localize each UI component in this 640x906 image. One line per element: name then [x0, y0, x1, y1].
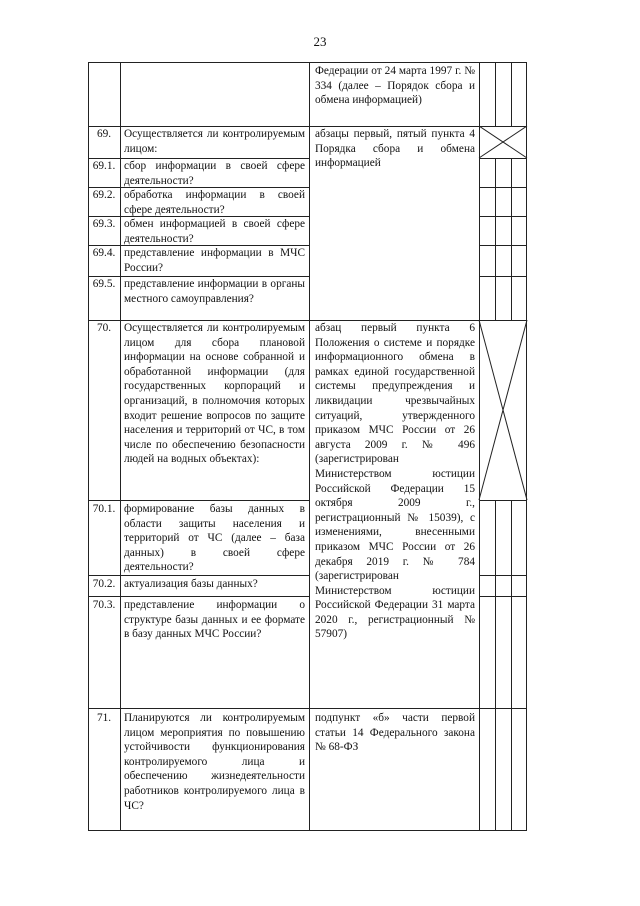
column-border [511, 708, 512, 830]
question-cell: представление информации в органы местного самоуправления? [124, 278, 305, 305]
reference-cell: абзац первый пункта 6 Положения о системе и порядке информационного обмена в рамках единой государственной системы предупреждения и ликвидации чрезвычайных ситуаций, утвержденного приказом МЧС России от 26 августа 2009 г. № 496 (зарегистрирован Министерством юстиции Российской Федерации 15 октября 2009 г., регистрационный № 15039), с изменениями, внесенными приказом МЧС России от 26 декабря 2019 г. № 784 (зарегистрирован Министерством юстиции Российской Федерации 31 марта 2020 г., регистрационный № 57907) [315, 322, 475, 641]
row-border [88, 708, 527, 709]
column-border [495, 158, 496, 320]
question-cell: обмен информацией в своей сфере деятельности? [124, 218, 305, 245]
item-number: 69.2. [92, 189, 116, 201]
row-border [479, 575, 527, 576]
question-cell: представление информации в МЧС России? [124, 247, 305, 274]
item-number: 69. [96, 128, 112, 140]
row-border [88, 62, 527, 63]
column-border [120, 62, 121, 831]
row-border [479, 187, 527, 188]
item-number: 70.3. [92, 599, 116, 611]
question-cell: формирование базы данных в области защиты населения и территорий от ЧС (далее – база данных) в своей сфере деятельности? [124, 503, 305, 574]
row-border [88, 575, 309, 576]
column-border [309, 62, 310, 831]
item-number: 70.1. [92, 503, 116, 515]
page-number: 23 [313, 34, 327, 49]
row-border [479, 500, 527, 501]
column-border [511, 62, 512, 126]
row-border [479, 216, 527, 217]
row-border [88, 830, 527, 831]
reference-cell: абзацы первый, пятый пункта 4 Порядка сбора и обмена информацией [315, 128, 475, 170]
question-cell: обработка информации в своей сфере деятельности? [124, 189, 305, 216]
item-number: 69.3. [92, 218, 116, 230]
item-number: 70. [96, 322, 112, 334]
row-border [479, 158, 527, 159]
column-border [511, 158, 512, 320]
column-border [495, 708, 496, 830]
row-border [479, 276, 527, 277]
question-cell: актуализация базы данных? [124, 578, 258, 590]
row-border [479, 245, 527, 246]
question-cell: Осуществляется ли контролируемым лицом для сбора плановой информации на основе собранной и обработанной информации (для государственных корпораций и организаций, в полномочия которых входит решение вопросов по защите населения и территорий от ЧС, в том числе по обеспечению безопасности людей на водных объектах): [124, 322, 305, 466]
question-cell: Осуществляется ли контролируемым лицом: [124, 128, 305, 155]
row-border [88, 500, 309, 501]
column-border [495, 500, 496, 708]
item-number: 70.2. [92, 578, 116, 590]
row-border [88, 596, 309, 597]
reference-cell: Федерации от 24 марта 1997 г. № 334 (далее – Порядок сбора и обмена информацией) [315, 65, 475, 107]
reference-cell: подпункт «б» части первой статьи 14 Федерального закона № 68-ФЗ [315, 712, 475, 754]
cross-mark-icon [479, 126, 527, 158]
cross-mark-icon [479, 320, 527, 500]
row-border [479, 596, 527, 597]
column-border [511, 500, 512, 708]
question-cell: представление информации о структуре базы данных и ее формате в базу данных МЧС России? [124, 599, 305, 641]
question-cell: сбор информации в своей сфере деятельности? [124, 160, 305, 187]
item-number: 69.5. [92, 278, 116, 290]
item-number: 69.1. [92, 160, 116, 172]
item-number: 69.4. [92, 247, 116, 259]
item-number: 71. [96, 712, 112, 724]
column-border [495, 62, 496, 126]
question-cell: Планируются ли контролируемым лицом мероприятия по повышению устойчивости функционирования контролируемого лица и обеспечению жизнедеятельности работников контролируемого лица в ЧС? [124, 712, 305, 812]
